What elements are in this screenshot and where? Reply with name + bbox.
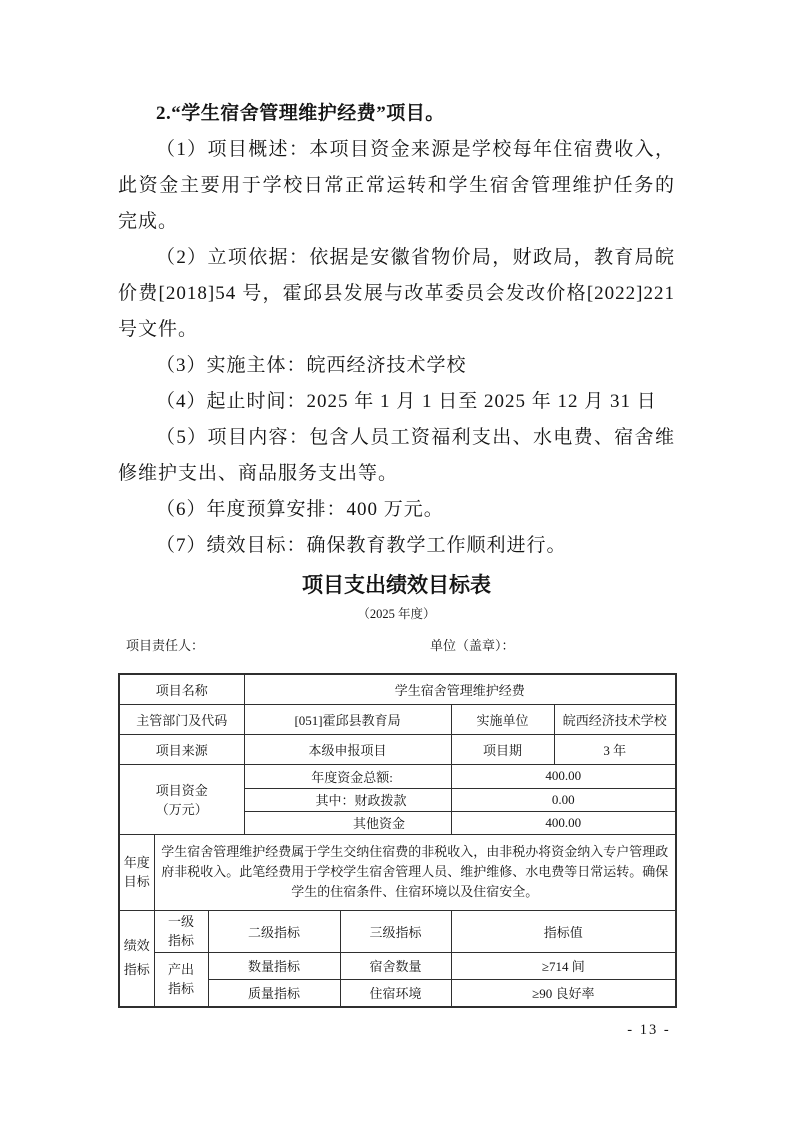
- body-paragraph-4: （4）起止时间：2025 年 1 月 1 日至 2025 年 12 月 31 日: [156, 391, 657, 412]
- funds-total-value: 400.00: [451, 764, 676, 788]
- source-label: 项目来源: [119, 734, 244, 764]
- funds-total-label: 年度资金总额:: [244, 764, 451, 788]
- perf-header-level1-text: 一级指标: [167, 914, 194, 948]
- page-number: - 13 -: [627, 1022, 671, 1038]
- body-paragraph-2: （2）立项依据：依据是安徽省物价局，财政局，教育局皖价费[2018]54 号，霍邱县发展与改革委员会发改价格[2022]221 号文件。: [118, 247, 675, 340]
- project-name-value: 学生宿舍管理维护经费: [244, 674, 676, 704]
- perf-row2-value: ≥90 良好率: [451, 979, 676, 1007]
- dept-label: 主管部门及代码: [119, 704, 244, 734]
- period-label: 项目期: [451, 734, 554, 764]
- perf-row2-level3: 住宿环境: [340, 979, 451, 1007]
- perf-row1-level2: 数量指标: [208, 952, 340, 979]
- row-source: [119, 734, 676, 764]
- body-paragraph-1: （1）项目概述：本项目资金来源是学校每年住宿费收入，此资金主要用于学校日常正常运转和学生宿舍管理维护任务的完成。: [118, 139, 675, 232]
- row-department: [119, 704, 676, 734]
- impl-unit-label: 实施单位: [451, 704, 554, 734]
- body-text-block: [118, 0, 675, 564]
- perf-group-label-text: 产出指标: [167, 962, 194, 997]
- row-annual-goal: [119, 834, 676, 910]
- perf-header-level1: [154, 910, 208, 952]
- signature-row: [118, 635, 675, 653]
- funds-other-label: 其他资金: [244, 811, 451, 834]
- perf-header-level2: 二级指标: [208, 910, 340, 952]
- funds-label-line1: 项目资金: [155, 783, 208, 798]
- responsible-person-label: 项目责任人：: [126, 638, 205, 653]
- body-paragraph-7: （7）绩效目标：确保教育教学工作顺利进行。: [156, 535, 567, 556]
- project-name-label: 项目名称: [119, 674, 244, 704]
- annual-goal-label: 年度目标: [119, 834, 154, 910]
- unit-seal-label: 单位（盖章）：: [430, 638, 515, 653]
- table-title: 项目支出绩效目标表: [302, 574, 491, 597]
- period-value: 3 年: [554, 734, 676, 764]
- section-heading: 2.“学生宿舍管理维护经费”项目。: [156, 103, 445, 124]
- perf-header-level3: 三级指标: [340, 910, 451, 952]
- row-project-name: [119, 674, 676, 704]
- perf-row1-level3: 宿舍数量: [340, 952, 451, 979]
- perf-group-label: [154, 952, 208, 1007]
- source-value: 本级申报项目: [244, 734, 451, 764]
- body-paragraph-6: （6）年度预算安排：400 万元。: [156, 499, 444, 520]
- performance-label: 绩效指标: [119, 910, 154, 1007]
- funds-fiscal-value: 0.00: [451, 788, 676, 811]
- perf-row2-level2: 质量指标: [208, 979, 340, 1007]
- funds-label-line2: （万元）: [155, 802, 208, 817]
- body-paragraph-3: （3）实施主体：皖西经济技术学校: [156, 355, 467, 376]
- row-funds-total: [119, 764, 676, 788]
- row-perf-quantity: [119, 952, 676, 979]
- funds-fiscal-label: 其中：财政拨款: [244, 788, 451, 811]
- funds-label: [119, 764, 244, 834]
- page-content: [118, 0, 675, 1008]
- table-subtitle: （2025 年度）: [357, 607, 436, 621]
- row-perf-header: [119, 910, 676, 952]
- annual-goal-text: 学生宿舍管理维护经费属于学生交纳住宿费的非税收入，由非税办将资金纳入专户管理政府非税收入。此笔经费用于学校学生宿舍管理人员、维护维修、水电费等日常运转。确保学生的住宿条件、住宿环境以及住宿安全。: [154, 834, 676, 910]
- funds-other-value: 400.00: [451, 811, 676, 834]
- body-paragraph-5: （5）项目内容：包含人员工资福利支出、水电费、宿舍维修维护支出、商品服务支出等。: [118, 427, 675, 484]
- impl-unit-value: 皖西经济技术学校: [554, 704, 676, 734]
- perf-header-value: 指标值: [451, 910, 676, 952]
- performance-target-table: [118, 673, 677, 1008]
- perf-row1-value: ≥714 间: [451, 952, 676, 979]
- dept-value: [051]霍邱县教育局: [244, 704, 451, 734]
